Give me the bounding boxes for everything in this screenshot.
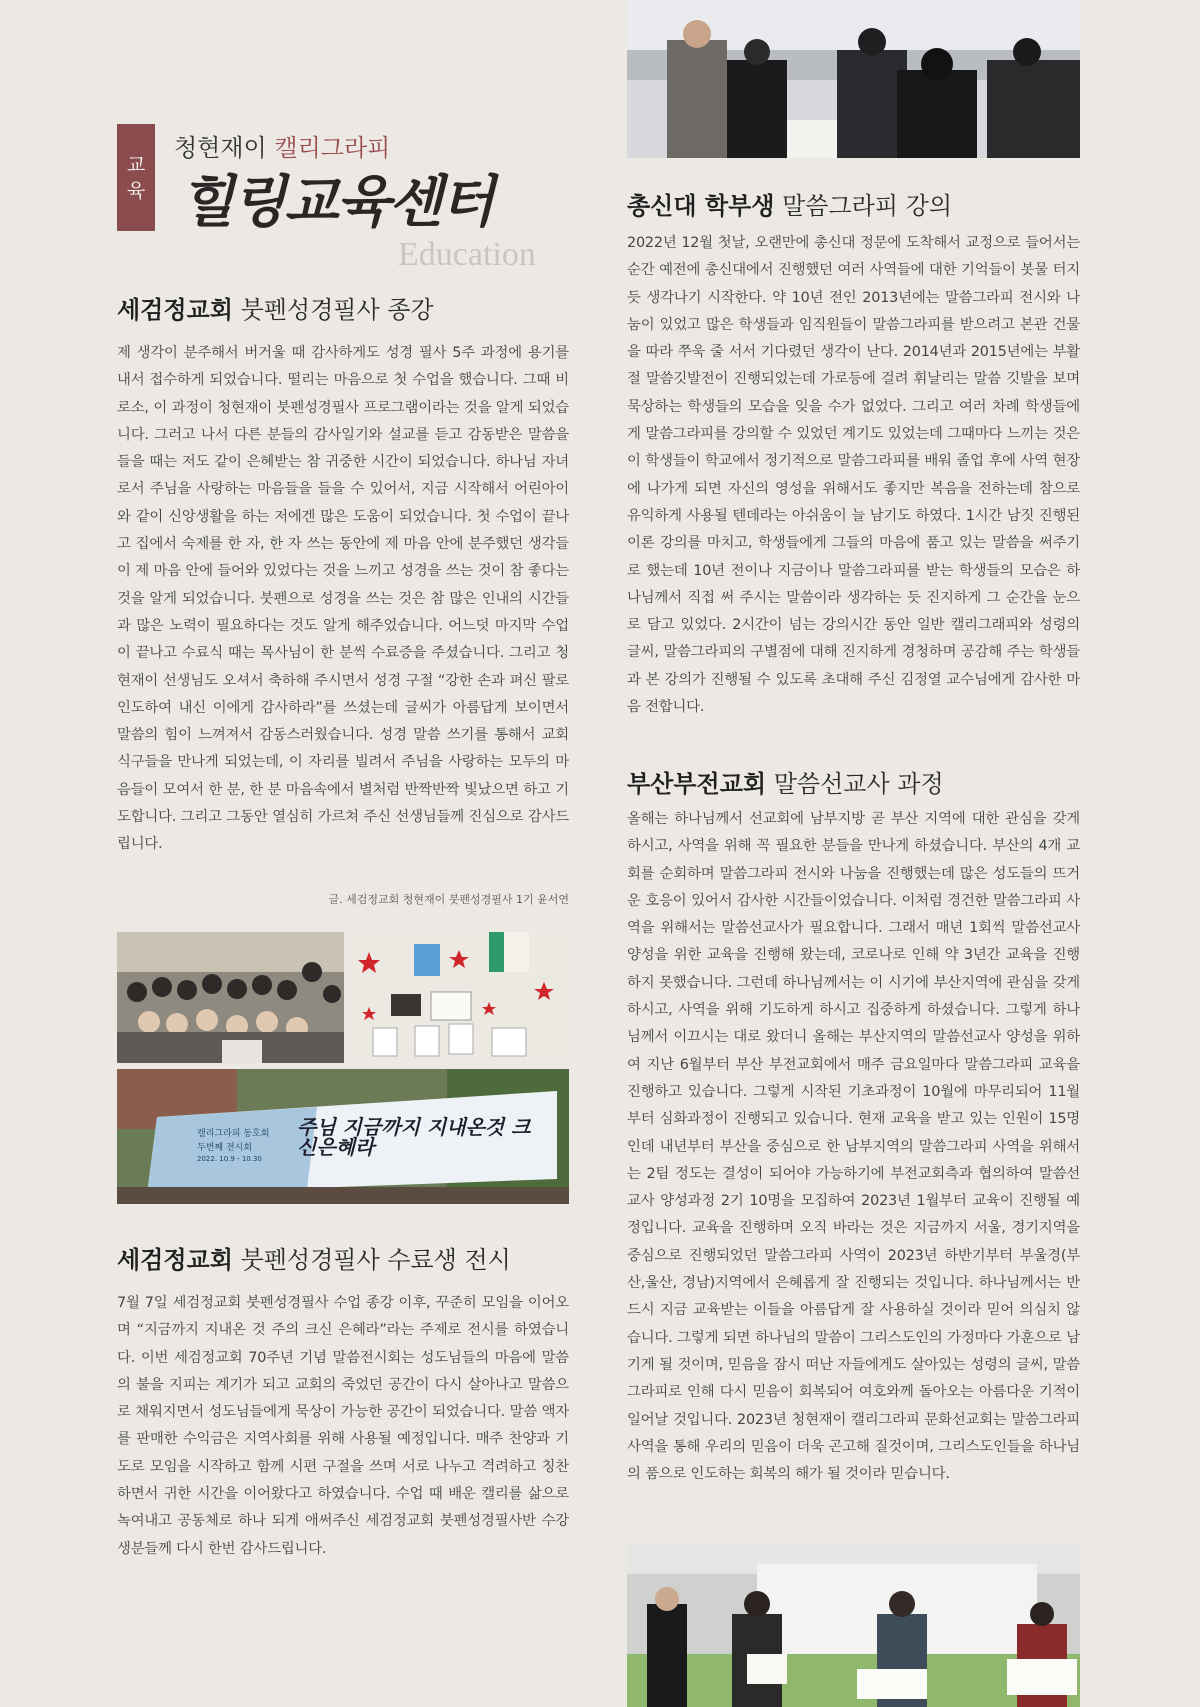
category-tag [117,124,155,231]
exhibition-banner-photo [117,1069,569,1204]
brand-accent: 캘리그라피 [274,134,391,162]
article2-heading [117,1240,511,1275]
brand-prefix: 청현재이 [174,134,267,162]
article1-heading-rest: 붓펜성경필사 종강 [240,296,434,324]
article2-body: 7월 7일 세검정교회 붓펜성경필사 수업 종강 이후, 꾸준히 모임을 이어오며 “지금까지 지내온 것 주의 크신 은혜라”라는 주제로 전시를 하였습니다. 이번 세검정교회 70주년 기념 말씀전시회는 성도님들의 마음에 말씀의 불을 지피는 계기가 되고 교회의 죽었던 공간이 다시 살아나고 말씀으로 채워지면서 성도님들에게 묵상이 가능한 공간이 되었습니다. 말씀 액자를 판매한 수익금은 지역사회를 위해 사용될 예정입니다. 매주 찬양과 기도로 모임을 시작하고 함께 시편 구절을 쓰며 서로 나누고 격려하고 칭찬하면서 귀한 시간을 이어왔다고 하였습니다. 수업 때 배운 캘리를 삶으로 녹여내고 공동체로 하나 되게 애써주신 세검정교회 붓펜성경필사반 수강생분들께 다시 한번 감사드립니다. [117,1295,569,1557]
article1-heading [117,290,434,325]
article3-heading [627,186,952,221]
tag-char-1: 교 [126,153,146,176]
article1-body: 제 생각이 분주해서 버거울 때 감사하게도 성경 필사 5주 과정에 용기를 내서 접수하게 되었습니다. 떨리는 마음으로 첫 수업을 했습니다. 그때 비로소, 이 과정이 청현재이 붓펜성경필사 프로그램이라는 것을 알게 되었습니다. 그러고 나서 다른 분들의 감사일기와 설교를 듣고 감동받은 말씀을 들을 때는 저도 같이 은혜받는 참 귀중한 시간이 되었습니다. 하나님 자녀로서 주님을 사랑하는 마음들을 들을 수 있어서, 지금 시작해서 어린아이와 같이 신앙생활을 하는 저에겐 많은 도움이 되었습니다. 첫 수업이 끝나고 집에서 숙제를 한 자, 한 자 쓰는 동안에 제 마음 안에 분주했던 생각들이 제 마음 안에 들어와 있었다는 것을 느끼고 성경을 쓰는 것이 참 좋다는 것을 알게 되었습니다. 붓펜으로 성경을 쓰는 것은 참 많은 인내의 시간들과 많은 노력이 필요하다는 것도 알게 해주었습니다. 어느덧 마지막 수업이 끝나고 수료식 때는 목사님이 한 분씩 수료증을 주셨습니다. 그리고 청현재이 선생님도 오셔서 축하해 주시면서 성경 구절 “강한 손과 펴신 팔로 인도하여 내신 이에게 감사하라”를 쓰셨는데 글씨가 아름답게 보이면서 말씀의 힘이 느껴져서 감동스러웠습니다. 성경 말씀 쓰기를 통해서 교회 식구들을 만나게 되었는데, 이 자리를 빌려서 주님을 사랑하는 모두의 마음들이 모여서 한 분, 한 분 마음속에서 별처럼 반짝반짝 빛났으면 하고 기도합니다. 그리고 그동안 열심히 가르쳐 주신 선생님들께 진심으로 감사드립니다. [117,345,569,853]
article1-heading-bold: 세검정교회 [117,296,233,324]
banner-calligraphy: 주님 지금까지 지내온것 크신은혜라 [297,1115,531,1159]
exhibit-wall-photo [349,932,569,1063]
article3-heading-bold: 총신대 학부생 [627,192,775,220]
article3-body: 2022년 12월 첫날, 오랜만에 총신대 정문에 도착해서 교정으로 들어서는 순간 예전에 총신대에서 진행했던 여러 사역들에 대한 기억들이 봇물 터지듯 생각나기 시작한다. 약 10년 전인 2013년에는 말씀그라피 전시와 나눔이 있었고 많은 학생들과 임직원들이 말씀그라피를 받으려고 본관 건물을 따라 쭈욱 줄 서서 기다렸던 생각이 난다. 2014년과 2015년에는 부활절 말씀깃발전이 진행되었는데 가로등에 걸려 휘날리는 말씀 깃발을 보며 묵상하는 학생들의 모습을 잊을 수가 없었다. 그리고 여러 차례 학생들에게 말씀그라피를 강의할 수 있었던 계기도 있었는데 그때마다 느끼는 것은 이 학생들이 학교에서 정기적으로 말씀그라피를 배워 졸업 후에 사역 현장에 나가게 되면 자신의 영성을 위해서도 좋지만 복음을 전하는데 참으로 유익하게 사용될 텐데라는 아쉬움이 늘 남기도 하였다. 1시간 남짓 진행된 이론 강의를 마치고, 학생들에게 그들의 마음에 품고 있는 말씀을 써주기로 했는데 10년 전이나 지금이나 말씀그라피를 받는 학생들의 모습은 하나님께서 직접 써 주시는 말씀이라 생각하는 듯 진지하게 그 순간을 눈으로 담고 있었다. 2시간이 넘는 강의시간 동안 일반 캘리그래피와 성령의 글씨, 말씀그라피의 구별점에 대해 진지하게 경청하며 공감해 주는 학생들과 본 강의가 진행될 수 있도록 초대해 주신 김정열 교수님에게 감사한 마음 전합니다. [627,235,1080,716]
article4-heading-bold: 부산부전교회 [627,770,767,798]
article2-heading-rest: 붓펜성경필사 수료생 전시 [240,1246,511,1274]
group-photo [117,932,344,1063]
training-photo [627,1544,1080,1707]
banner-line1: 캘리그라피 동호회 [197,1129,270,1139]
tag-char-2: 육 [126,179,146,202]
banner-date: 2022. 10.9 - 10.30 [197,1155,262,1163]
article1-credit: 글. 세검정교회 청현재이 붓펜성경필사 1기 윤서연 [328,893,569,906]
section-script-title: 힐링교육센터 [180,169,493,235]
lecture-photo [627,0,1080,158]
article2-heading-bold: 세검정교회 [117,1246,233,1274]
article4-heading [627,764,944,799]
article3-heading-rest: 말씀그라피 강의 [782,192,953,220]
section-english-label: Education [398,236,536,273]
banner-line2: 두번째 전시회 [197,1143,253,1153]
article4-heading-rest: 말씀선교사 과정 [773,770,944,798]
article4-body: 올해는 하나님께서 선교회에 남부지방 곧 부산 지역에 대한 관심을 갖게 하시고, 사역을 위해 꼭 필요한 분들을 만나게 하셨습니다. 부산의 4개 교회를 순회하며 말씀그라피 전시와 나눔을 진행했는데 많은 성도들의 뜨거운 호응이 있어서 감사한 시간들이었습니다. 이처럼 경건한 말씀그라피 사역을 위해서는 말씀선교사가 필요합니다. 그래서 매년 1회씩 말씀선교사 양성을 위한 교육을 진행해 왔는데, 코로나로 인해 약 3년간 교육을 진행하지 못했습니다. 그런데 하나님께서는 이 시기에 부산지역에 관심을 갖게 하시고, 사역을 위해 기도하게 하시고 집중하게 하셨습니다. 그렇게 하나님께서 이끄시는 대로 왔더니 올해는 부산지역의 말씀선교사 양성을 위하여 지난 6월부터 부산 부전교회에서 매주 금요일마다 말씀그라피 교육을 진행하고 있습니다. 그렇게 시작된 기초과정이 10월에 마무리되어 11월부터 심화과정이 진행되고 있습니다. 현재 교육을 받고 있는 인원이 15명인데 내년부터 부산을 중심으로 한 남부지역의 말씀그라피 사역을 위해서는 2팀 정도는 결성이 되어야 가능하기에 부전교회측과 협의하여 말씀선교사 양성과정 2기 10명을 모집하여 2023년 1월부터 교육이 진행될 예정입니다. 교육을 진행하며 오직 바라는 것은 지금까지 서울, 경기지역을 중심으로 진행되었던 말씀그라피 사역이 2023년 하반기부터 부울경(부산,울산, 경남)지역에서 은혜롭게 잘 진행되는 것입니다. 하나님께서는 반드시 지금 교육받는 이들을 아름답게 잘 사용하실 것이라 믿어 의심치 않습니다. 그렇게 되면 하나님의 말씀이 그리스도인의 가정마다 가훈으로 남기게 될 것이며, 믿음을 잠시 떠난 자들에게도 살아있는 성령의 글씨, 말씀그라피로 인해 다시 믿음이 회복되어 여호와께 돌아오는 아름다운 기적이 일어날 것입니다. 2023년 청현재이 캘리그라피 문화선교회는 말씀그라피 사역을 통해 우리의 믿음이 더욱 곤고해 질것이며, 그리스도인들을 하나님의 품으로 인도하는 회복의 해가 될 것이라 믿습니다. [627,811,1080,1483]
